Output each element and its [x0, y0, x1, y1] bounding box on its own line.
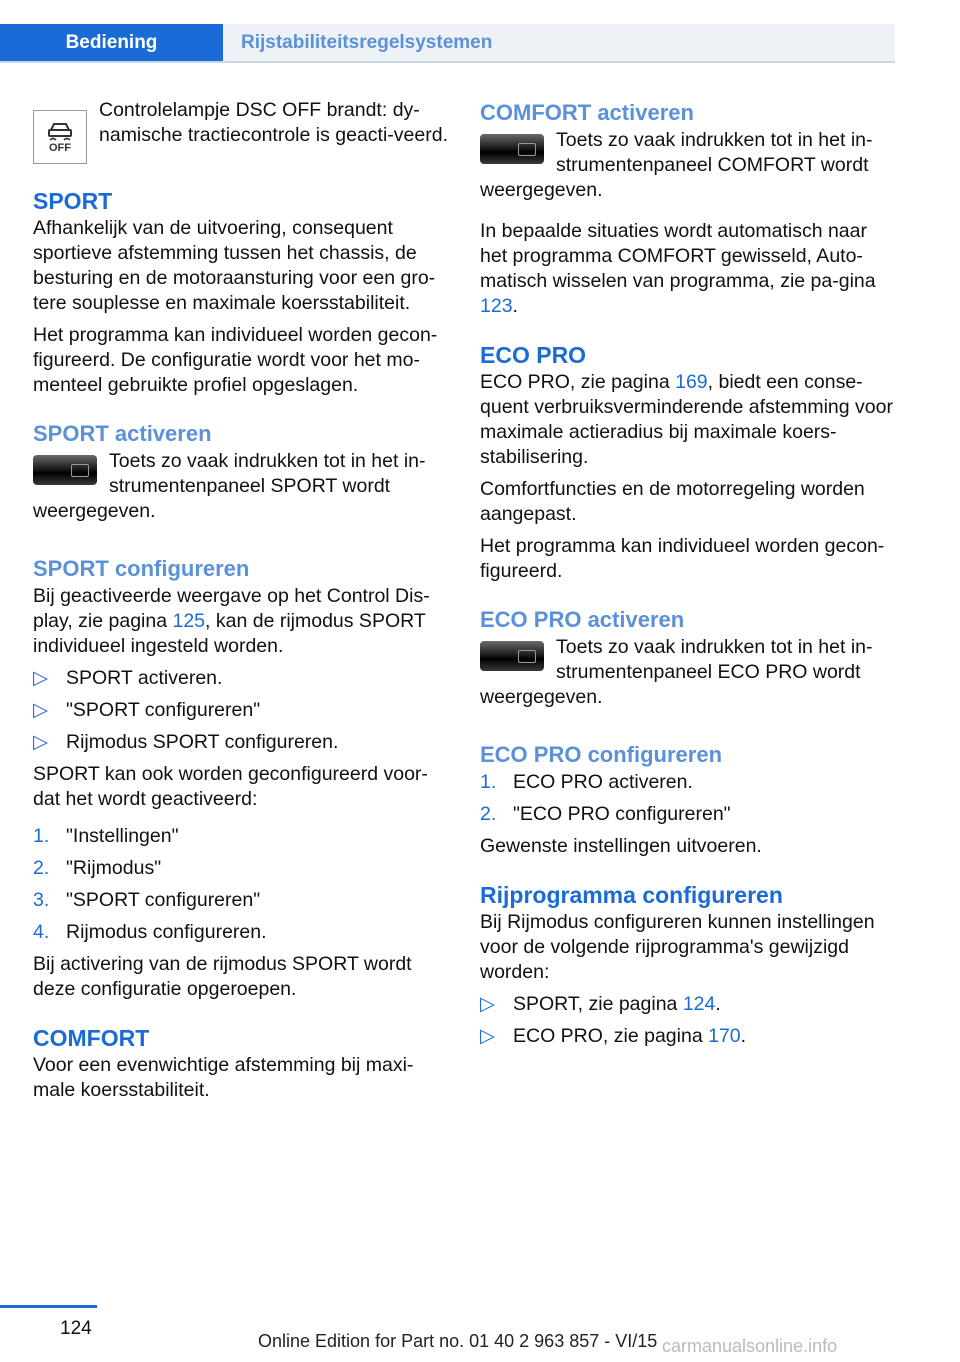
- list-item: 4. Rijmodus configureren.: [33, 921, 267, 943]
- comfort-activate-text: Toets zo vaak indrukken tot in het in-strumentenpaneel COMFORT wordt weergegeven.: [480, 129, 873, 201]
- comfort-activate-row: [480, 128, 895, 203]
- footer-divider: [0, 1305, 97, 1308]
- sport-configure-heading: SPORT configureren: [33, 556, 250, 581]
- driving-mode-button-icon: [480, 134, 544, 164]
- page-header: [0, 24, 895, 62]
- header-divider: [0, 61, 895, 63]
- list-item: ▷ Rijmodus SPORT configureren.: [33, 731, 339, 753]
- triangle-bullet-icon: ▷: [480, 993, 495, 1015]
- page-link-169[interactable]: 169: [675, 371, 708, 393]
- driving-mode-button-icon: [33, 455, 97, 485]
- driving-mode-button-icon: [480, 641, 544, 671]
- eco-pro-configure-steps: [480, 770, 895, 827]
- eco-pro-activate-heading: ECO PRO activeren: [480, 607, 685, 632]
- list-item: ▷ ECO PRO, zie pagina 170.: [480, 1025, 747, 1047]
- list-item: 3. "SPORT configureren": [33, 889, 261, 911]
- right-column: [480, 98, 895, 1056]
- eco-pro-activate-text: Toets zo vaak indrukken tot in het in-strumentenpaneel ECO PRO wordt weergegeven.: [480, 636, 873, 708]
- list-item: 2. "ECO PRO configureren": [480, 803, 731, 825]
- drive-program-list: [480, 992, 895, 1049]
- list-item: ▷ "SPORT configureren": [33, 699, 261, 721]
- triangle-bullet-icon: ▷: [33, 667, 48, 689]
- eco-pro-paragraph-3: Het programma kan individueel worden gecon-figureerd.: [480, 535, 885, 582]
- car-skid-icon: [45, 120, 75, 142]
- triangle-bullet-icon: ▷: [480, 1025, 495, 1047]
- sport-configure-bullets: [33, 666, 448, 755]
- list-item: 2. "Rijmodus": [33, 857, 162, 879]
- comfort-heading: COMFORT: [33, 1025, 150, 1051]
- eco-pro-paragraph-2: Comfortfuncties en de motorregeling worden aangepast.: [480, 478, 865, 525]
- watermark: carmanualsonline.info: [662, 1336, 838, 1356]
- edition-text: Online Edition for Part no. 01 40 2 963 857 - VI/15: [258, 1331, 658, 1351]
- eco-pro-configure-heading: ECO PRO configureren: [480, 742, 723, 767]
- page-link-125[interactable]: 125: [172, 610, 206, 632]
- chapter-tab: Rijstabiliteitsregelsystemen: [223, 24, 895, 62]
- list-item: ▷ SPORT, zie pagina 124.: [480, 993, 721, 1015]
- drive-program-configure-heading: Rijprogramma configureren: [480, 882, 783, 908]
- sport-activate-text: Toets zo vaak indrukken tot in het in-strumentenpaneel SPORT wordt weergegeven.: [33, 450, 426, 522]
- dsc-off-note: [33, 98, 448, 164]
- eco-pro-paragraph-1: ECO PRO, zie pagina 169, biedt een conse-quent verbruiksverminderende afstemming voor maximale actieradius bij maximale koers-stabilisering.: [480, 371, 893, 468]
- dsc-off-warning-icon: [33, 110, 87, 164]
- sport-paragraph-2: Het programma kan individueel worden gecon-figureerd. De configuratie wordt voor het mo-menteel gebruikte profiel opgeslagen.: [33, 324, 438, 396]
- sport-configure-intro: Bij geactiveerde weergave op het Control Dis-play, zie pagina 125, kan de rijmodus SPORT individueel ingesteld worden.: [33, 585, 430, 657]
- page-link-170[interactable]: 170: [708, 1025, 741, 1047]
- sport-heading: SPORT: [33, 188, 113, 214]
- section-tab: Bediening: [0, 24, 223, 62]
- drive-program-configure-paragraph: Bij Rijmodus configureren kunnen instellingen voor de volgende rijprogramma's gewijzigd worden:: [480, 911, 875, 983]
- eco-pro-heading: ECO PRO: [480, 342, 587, 368]
- left-column: [33, 98, 448, 1110]
- list-item: 1. ECO PRO activeren.: [480, 771, 693, 793]
- sport-configure-paragraph-2: SPORT kan ook worden geconfigureerd voor-dat het wordt geactiveerd:: [33, 763, 428, 810]
- warning-icon-label: OFF: [49, 142, 71, 154]
- comfort-auto-switch-paragraph: In bepaalde situaties wordt automatisch naar het programma COMFORT gewisseld, Auto-matisch wisselen van programma, zie pa-gina 123.: [480, 220, 876, 317]
- eco-pro-activate-row: [480, 635, 895, 710]
- sport-configure-paragraph-3: Bij activering van de rijmodus SPORT wordt deze configuratie opgeroepen.: [33, 953, 412, 1000]
- triangle-bullet-icon: ▷: [33, 731, 48, 753]
- sport-paragraph-1: Afhankelijk van de uitvoering, consequent sportieve afstemming tussen het chassis, de besturing en de motoraansturing voor een gro-tere souplesse en maximale koersstabiliteit.: [33, 217, 436, 314]
- sport-activate-heading: SPORT activeren: [33, 421, 212, 446]
- triangle-bullet-icon: ▷: [33, 699, 48, 721]
- page-number: 124: [60, 1318, 92, 1339]
- sport-configure-steps: [33, 824, 448, 945]
- eco-pro-configure-paragraph: Gewenste instellingen uitvoeren.: [480, 835, 762, 857]
- list-item: ▷ SPORT activeren.: [33, 667, 223, 689]
- comfort-activate-heading: COMFORT activeren: [480, 100, 694, 125]
- sport-activate-row: [33, 449, 448, 524]
- page-link-123[interactable]: 123: [480, 295, 513, 317]
- page-link-124[interactable]: 124: [682, 993, 716, 1015]
- warning-text: Controlelampje DSC OFF brandt: dy-namische tractiecontrole is geacti-veerd.: [99, 99, 448, 146]
- list-item: 1. "Instellingen": [33, 825, 179, 847]
- comfort-paragraph: Voor een evenwichtige afstemming bij maxi-male koersstabiliteit.: [33, 1054, 414, 1101]
